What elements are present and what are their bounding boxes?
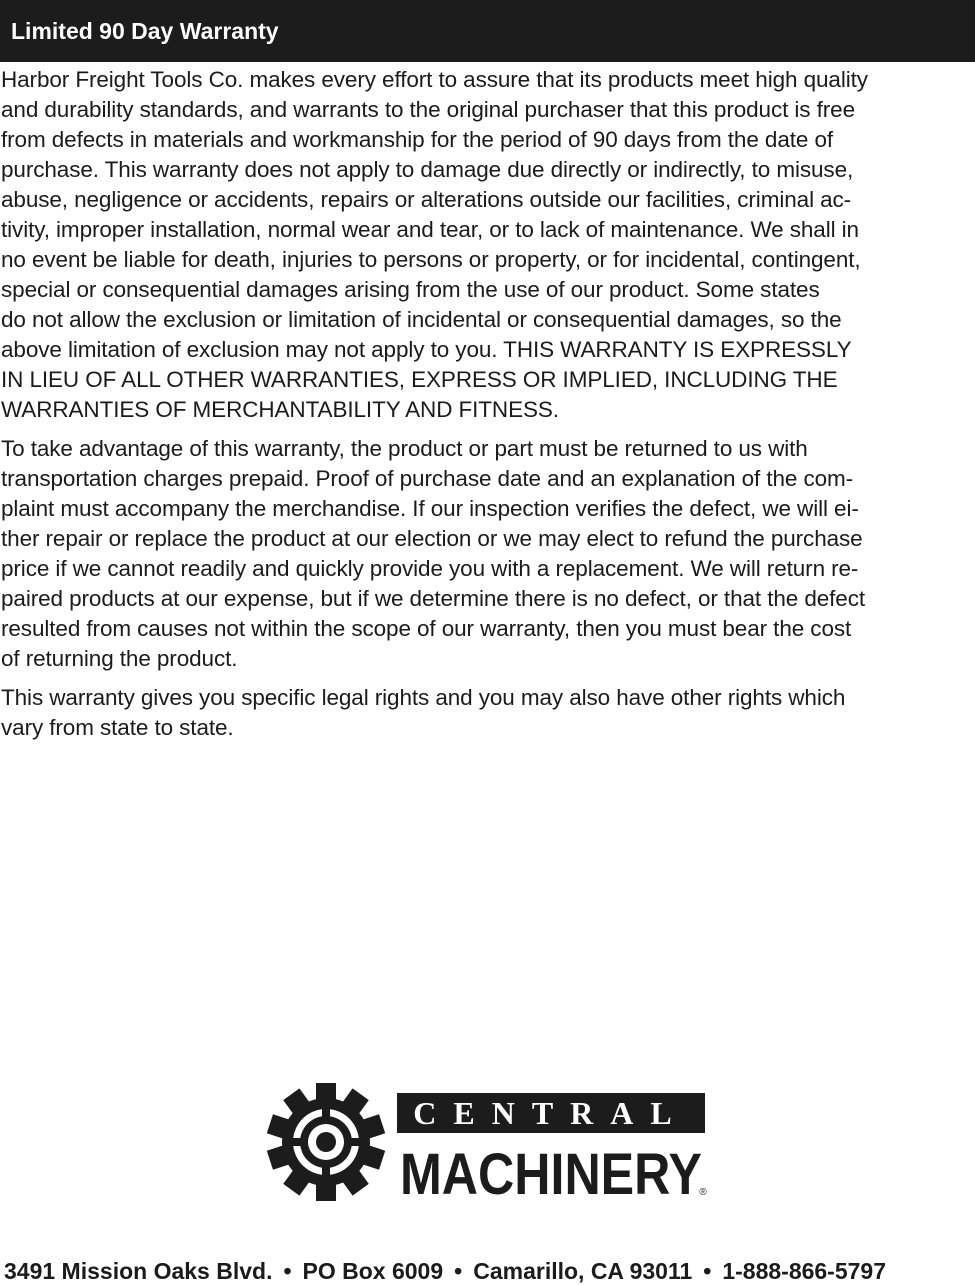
text-line: WARRANTIES OF MERCHANTABILITY AND FITNESS. (1, 397, 559, 422)
text-line: do not allow the exclusion or limitation of incidental or consequential damages, so the (1, 307, 842, 332)
text-line: vary from state to state. (1, 715, 234, 740)
text-line: above limitation of exclusion may not apply to you. THIS WARRANTY IS EXPRESSLY (1, 337, 852, 362)
brand-bottom-text: MACHINERY (400, 1142, 702, 1207)
text-line: tivity, improper installation, normal wear and tear, or to lack of maintenance. We shall in (1, 217, 859, 242)
text-line: special or consequential damages arising from the use of our product. Some states (1, 277, 820, 302)
text-line: plaint must accompany the merchandise. If our inspection verifies the defect, we will ei- (1, 496, 859, 521)
text-line: from defects in materials and workmanship for the period of 90 days from the date of (1, 127, 834, 152)
footer-contact (4, 1257, 975, 1285)
footer-address: 3491 Mission Oaks Blvd. (4, 1258, 273, 1284)
text-line: purchase. This warranty does not apply to damage due directly or indirectly, to misuse, (1, 157, 854, 182)
paragraph-gap (1, 425, 973, 434)
text-line: To take advantage of this warranty, the product or part must be returned to us with (1, 436, 808, 461)
warranty-paragraph-2 (1, 434, 973, 674)
warranty-paragraph-1 (1, 65, 973, 425)
text-line: no event be liable for death, injuries to persons or property, or for incidental, contingent, (1, 247, 861, 272)
warranty-body (1, 65, 973, 743)
text-line: resulted from causes not within the scope of our warranty, then you must bear the cost (1, 616, 852, 641)
footer-phone: 1-888-866-5797 (722, 1258, 887, 1284)
central-machinery-logo (266, 1081, 708, 1207)
text-line: paired products at our expense, but if we determine there is no defect, or that the defect (1, 586, 866, 611)
text-line: price if we cannot readily and quickly provide you with a replacement. We will return re- (1, 556, 859, 581)
text-line: transportation charges prepaid. Proof of purchase date and an explanation of the com- (1, 466, 854, 491)
footer-separator: • (283, 1258, 292, 1284)
footer-po-box: PO Box 6009 (302, 1258, 444, 1284)
gear-target-icon (267, 1083, 385, 1201)
footer-separator: • (703, 1258, 712, 1284)
warranty-title: Limited 90 Day Warranty (11, 18, 279, 44)
text-line: abuse, negligence or accidents, repairs or alterations outside our facilities, criminal ac- (1, 187, 852, 212)
trademark-symbol: ® (699, 1187, 707, 1198)
text-line: IN LIEU OF ALL OTHER WARRANTIES, EXPRESS OR IMPLIED, INCLUDING THE (1, 367, 838, 392)
text-line: of returning the product. (1, 646, 238, 671)
text-line: and durability standards, and warrants to the original purchaser that this product is free (1, 97, 855, 122)
footer-city: Camarillo, CA 93011 (473, 1258, 693, 1284)
brand-top-text: CENTRAL (413, 1095, 689, 1131)
text-line: ther repair or replace the product at our election or we may elect to refund the purchase (1, 526, 863, 551)
footer-separator: • (454, 1258, 463, 1284)
text-line: Harbor Freight Tools Co. makes every effort to assure that its products meet high quality (1, 67, 868, 92)
warranty-header-bar (0, 0, 975, 62)
text-line: This warranty gives you specific legal rights and you may also have other rights which (1, 685, 846, 710)
warranty-paragraph-3 (1, 683, 973, 743)
paragraph-gap (1, 674, 973, 683)
